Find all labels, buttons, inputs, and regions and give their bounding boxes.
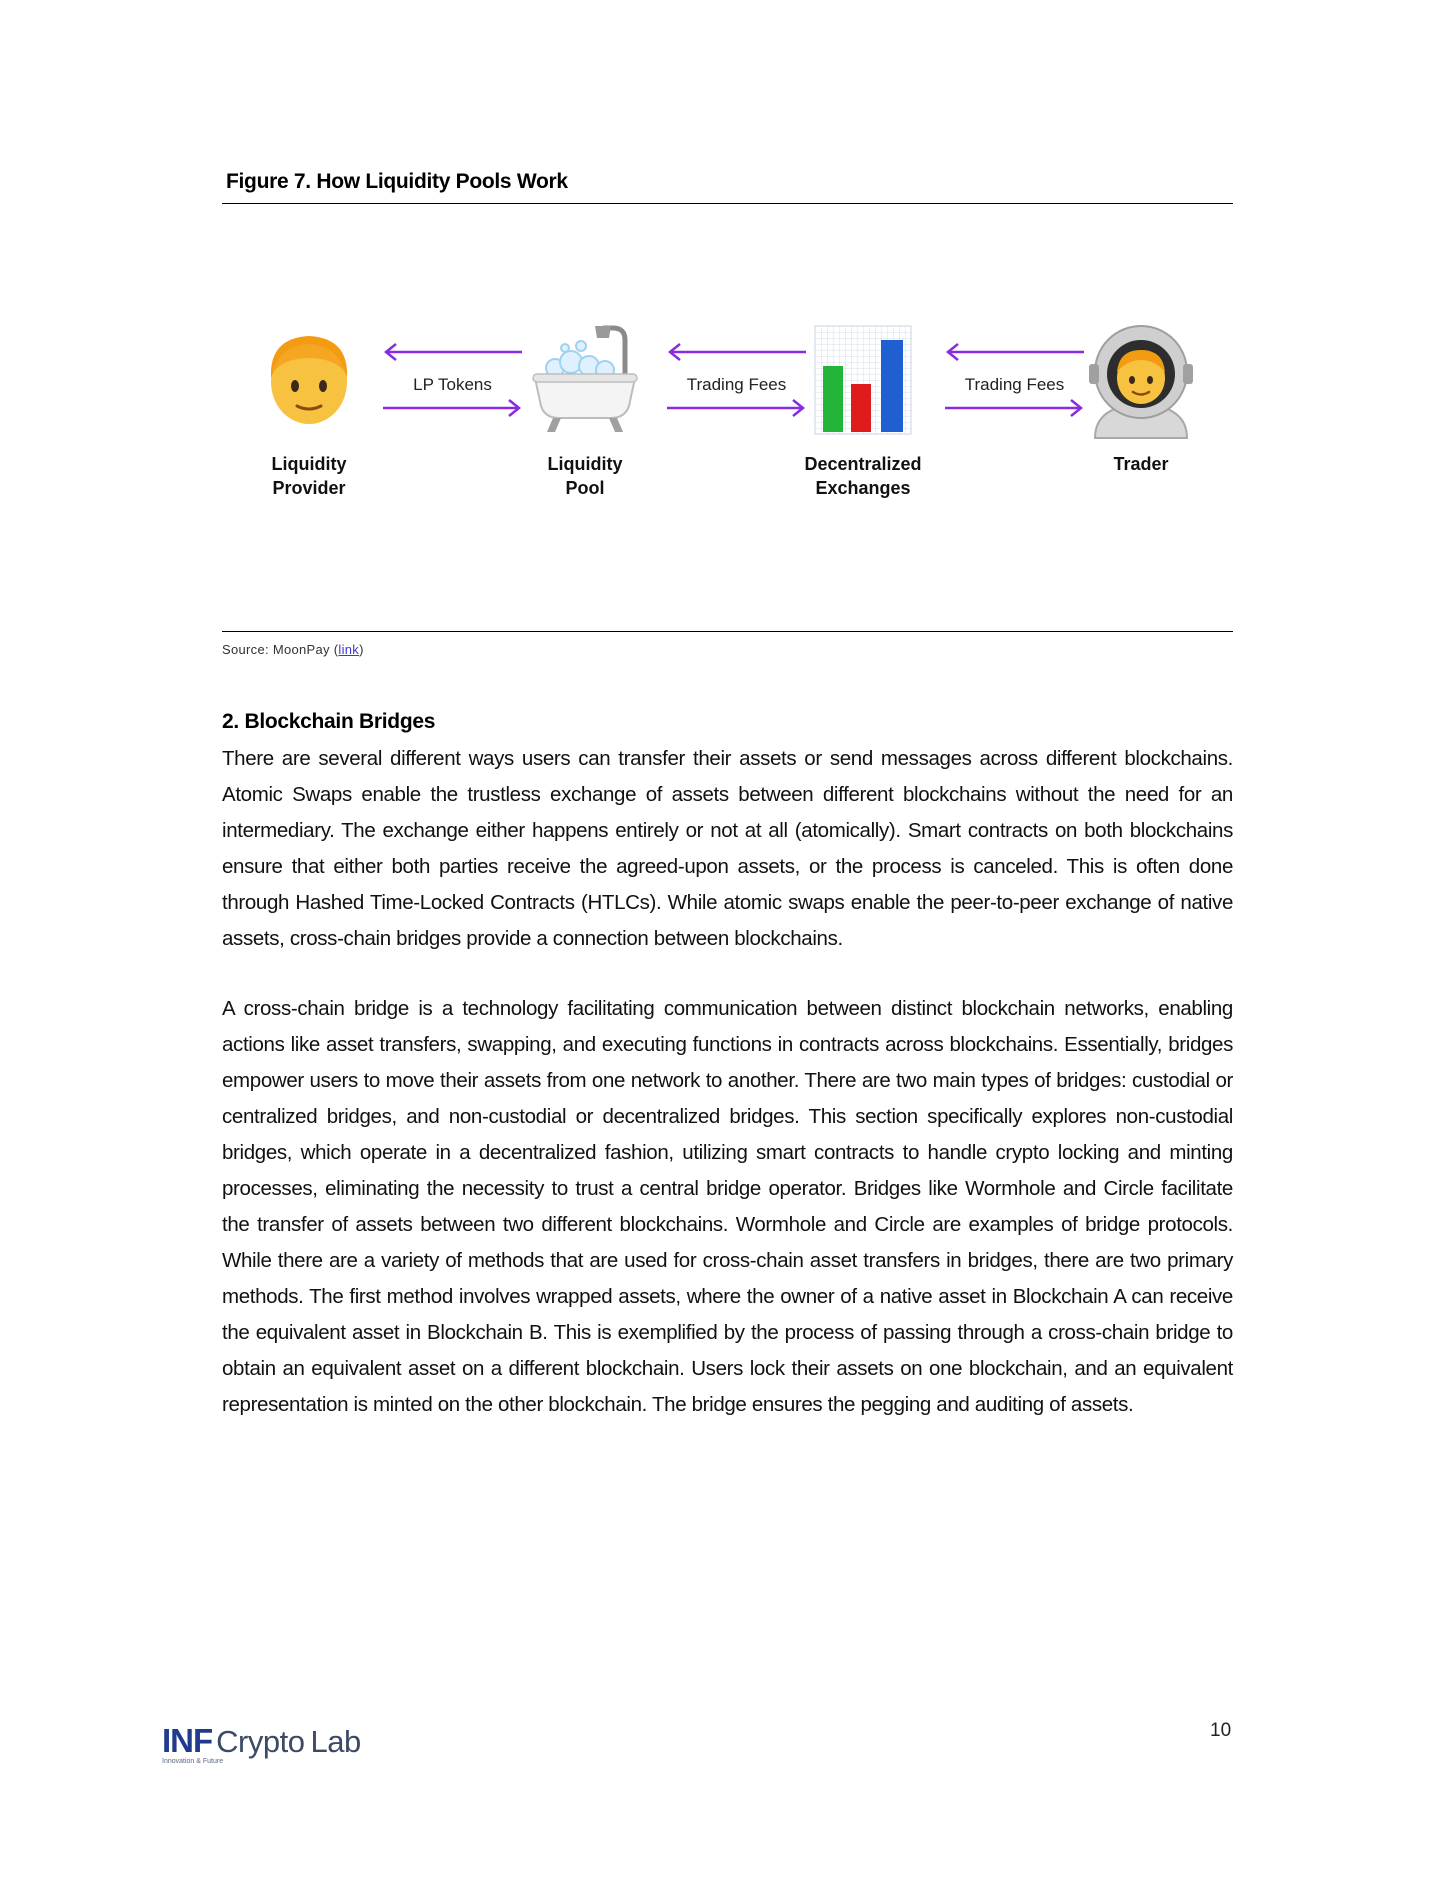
node-label-line1: Liquidity bbox=[271, 454, 347, 474]
source-prefix: Source: MoonPay ( bbox=[222, 642, 339, 657]
node-liquidity-pool bbox=[505, 320, 665, 500]
edge-label: Trading Fees bbox=[686, 375, 787, 394]
logo-lab: Lab bbox=[310, 1724, 361, 1759]
node-label-line1: Liquidity bbox=[547, 454, 623, 474]
source-suffix: ) bbox=[359, 642, 364, 657]
figure-bottom-rule bbox=[222, 631, 1233, 632]
logo-tagline: Innovation & Future bbox=[162, 1758, 224, 1765]
body-paragraph: A cross-chain bridge is a technology facilitating communication between distinct blockchain networks, enabling actions like asset transfers, swapping, and executing functions in contracts across blockchains. Essentially, bridges empower users to move their assets from one network to another. There are two main types of bridges: custodial or centralized bridges, and non-custodial or decentralized bridges. This section specifically explores non-custodial bridges, which operate in a decentralized fashion, utilizing smart contracts to handle crypto locking and minting processes, eliminating the necessity to trust a central bridge operator. Bridges like Wormhole and Circle facilitate the transfer of assets between two different blockchains. Wormhole and Circle are examples of bridge protocols. While there are a variety of methods that are used for cross-chain asset transfers in bridges, there are two primary methods. The first method involves wrapped assets, where the owner of a native asset in Blockchain A can receive the equivalent asset in Blockchain B. This is exemplified by the process of passing through a cross-chain bridge to obtain an equivalent asset on a different blockchain. Users lock their assets on one blockchain, and an equivalent representation is minted on the other blockchain. The bridge ensures the pegging and auditing of assets. bbox=[222, 997, 1233, 1416]
bar-chart-icon bbox=[803, 320, 923, 440]
figure-top-rule bbox=[222, 203, 1233, 204]
edge-lp-tokens bbox=[380, 340, 525, 420]
node-label-line1: Trader bbox=[1113, 454, 1169, 474]
edge-label: Trading Fees bbox=[964, 375, 1065, 394]
page-number: 10 bbox=[1210, 1720, 1232, 1741]
liquidity-pool-diagram bbox=[222, 320, 1233, 520]
node-trader bbox=[1061, 320, 1221, 476]
bathtub-icon bbox=[525, 320, 645, 440]
node-label-line1: Decentralized bbox=[804, 454, 922, 474]
person-icon bbox=[249, 320, 369, 440]
section-heading: 2. Blockchain Bridges bbox=[222, 710, 436, 733]
node-label-line2: Provider bbox=[272, 478, 346, 498]
figure-title: Figure 7. How Liquidity Pools Work bbox=[226, 170, 568, 193]
source-link[interactable]: link bbox=[338, 642, 360, 657]
figure-source bbox=[222, 642, 364, 657]
body-paragraph: There are several different ways users can transfer their assets or send messages across different blockchains. Atomic Swaps enable the trustless exchange of assets between different blockchains without the need for an intermediary. The exchange either happens entirely or not at all (atomically). Smart contracts on both blockchains ensure that either both parties receive the agreed-upon assets, or the process is canceled. This is often done through Hashed Time-Locked Contracts (HTLCs). While atomic swaps enable the peer-to-peer exchange of native assets, cross-chain bridges provide a connection between blockchains. bbox=[222, 747, 1233, 950]
logo-crypto: Crypto bbox=[216, 1724, 305, 1759]
node-label-line2: Pool bbox=[565, 478, 605, 498]
node-decentralized-exchanges bbox=[783, 320, 943, 500]
inf-crypto-lab-logo bbox=[162, 1722, 361, 1765]
edge-label: LP Tokens bbox=[413, 375, 492, 394]
logo-inf: INF bbox=[162, 1722, 213, 1759]
node-label-line2: Exchanges bbox=[815, 478, 911, 498]
node-liquidity-provider bbox=[229, 320, 389, 500]
astronaut-icon bbox=[1081, 320, 1201, 440]
